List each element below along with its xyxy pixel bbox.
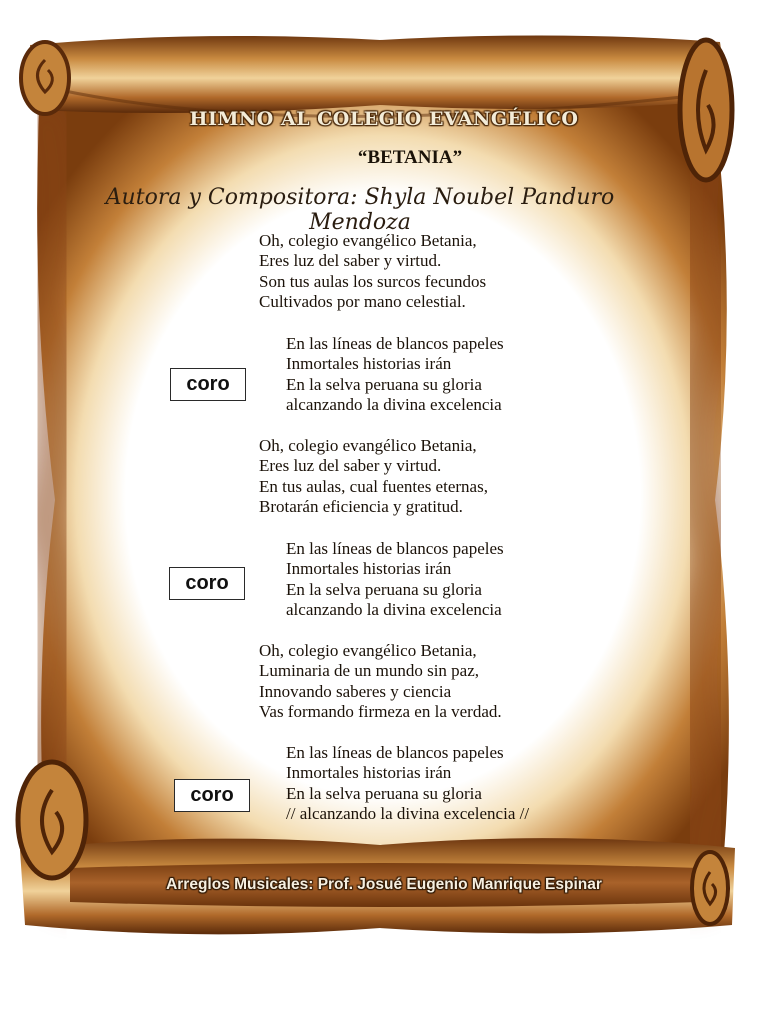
author-line: Autora y Compositora: Shyla Noubel Panduro Mendoza xyxy=(105,185,615,235)
arrangement-credit: Arreglos Musicales: Prof. Josué Eugenio Manrique Espinar xyxy=(166,876,602,893)
verse-2 xyxy=(259,436,488,517)
lyric-line: Cultivados por mano celestial. xyxy=(259,291,466,311)
lyric-line: En la selva peruana su gloria xyxy=(286,783,482,803)
chorus-1 xyxy=(286,334,504,415)
lyric-line: Oh, colegio evangélico Betania, xyxy=(259,436,477,455)
lyric-line: Innovando saberes y ciencia xyxy=(259,681,452,701)
lyric-line: Son tus aulas los surcos fecundos xyxy=(259,271,487,291)
lyric-line: Inmortales historias irán xyxy=(286,763,452,783)
lyric-line: Brotarán eficiencia y gratitud. xyxy=(259,496,463,516)
lyric-line: Inmortales historias irán xyxy=(286,354,452,374)
lyric-line: Oh, colegio evangélico Betania, xyxy=(259,641,477,660)
hymn-title: HIMNO AL COLEGIO EVANGÉLICO xyxy=(189,108,579,130)
lyric-line: Luminaria de un mundo sin paz, xyxy=(259,661,480,681)
chorus-3 xyxy=(286,743,529,824)
coro-label-2: coro xyxy=(169,567,245,600)
lyric-line: Eres luz del saber y virtud. xyxy=(259,456,442,476)
lyric-line: alcanzando la divina excelencia xyxy=(286,599,502,619)
hymn-subtitle: “BETANIA” xyxy=(357,147,463,168)
verse-1 xyxy=(259,231,486,312)
lyric-line: Inmortales historias irán xyxy=(286,559,452,579)
lyric-line: En la selva peruana su gloria xyxy=(286,374,482,394)
lyric-line: Vas formando firmeza en la verdad. xyxy=(259,701,502,721)
lyric-line: alcanzando la divina excelencia xyxy=(286,394,502,414)
lyric-line: En tus aulas, cual fuentes eternas, xyxy=(259,476,488,496)
lyric-line: En las líneas de blancos papeles xyxy=(286,539,504,558)
lyric-line: En la selva peruana su gloria xyxy=(286,579,482,599)
coro-label-3: coro xyxy=(174,779,250,812)
lyric-line: En las líneas de blancos papeles xyxy=(286,743,504,762)
lyric-line: // alcanzando la divina excelencia // xyxy=(286,803,530,823)
lyric-line: Oh, colegio evangélico Betania, xyxy=(259,231,477,250)
verse-3 xyxy=(259,641,502,722)
lyric-line: Eres luz del saber y virtud. xyxy=(259,251,442,271)
chorus-2 xyxy=(286,539,504,620)
coro-label-1: coro xyxy=(170,368,246,401)
lyric-line: En las líneas de blancos papeles xyxy=(286,334,504,353)
